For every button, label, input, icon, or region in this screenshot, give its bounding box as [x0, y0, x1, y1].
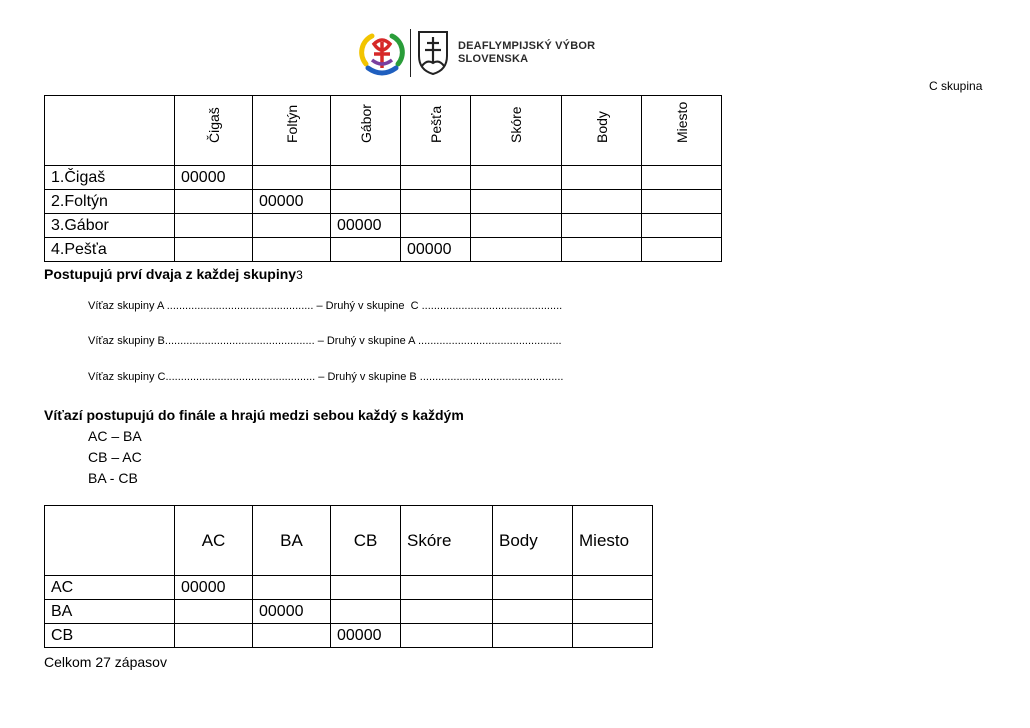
table-row: [45, 624, 653, 648]
organization-name: [458, 40, 595, 66]
table-cell: [253, 166, 331, 190]
winner-line: Víťaz skupiny A ................................................ – Druhý v skupine C ..............................................: [88, 300, 563, 312]
advance-note-text: Postupujú prví dvaja z každej skupiny: [44, 266, 297, 282]
group-results-table: [44, 95, 722, 262]
column-header-label: Pešťa: [427, 105, 444, 143]
table-cell: [253, 214, 331, 238]
table-cell: 00000: [175, 576, 253, 600]
table-row: [45, 600, 653, 624]
table-cell: [331, 166, 401, 190]
table-cell: [642, 166, 722, 190]
table-row: [45, 166, 722, 190]
table-cell: [175, 600, 253, 624]
table-cell: [401, 576, 493, 600]
table-cell: [493, 624, 573, 648]
final-match: AC – BA: [88, 428, 142, 444]
organization-name-line2: SLOVENSKA: [458, 53, 529, 65]
table-cell: [401, 600, 493, 624]
corner-cell: [45, 506, 175, 576]
table-cell: [253, 238, 331, 262]
table-cell: [331, 600, 401, 624]
table-cell: [331, 238, 401, 262]
table-cell: [642, 238, 722, 262]
table-row: [45, 190, 722, 214]
column-header: [471, 96, 562, 166]
row-label: 3.Gábor: [45, 214, 175, 238]
column-header-label: Gábor: [357, 104, 374, 143]
column-header: Miesto: [573, 506, 653, 576]
table-cell: [642, 190, 722, 214]
column-header: [642, 96, 722, 166]
table-cell: [175, 214, 253, 238]
final-match: BA - CB: [88, 470, 138, 486]
table-cell: 00000: [253, 190, 331, 214]
logo-divider: [410, 29, 411, 77]
row-label: CB: [45, 624, 175, 648]
table-cell: [175, 624, 253, 648]
column-header-label: Foltýn: [283, 104, 300, 143]
table-header-row: [45, 506, 653, 576]
winner-line: Víťaz skupiny B................................................. – Druhý v skupine A ...............................................: [88, 335, 562, 347]
table-cell: 00000: [253, 600, 331, 624]
table-cell: [562, 214, 642, 238]
advance-note-suffix: 3: [296, 268, 303, 282]
column-header: BA: [253, 506, 331, 576]
table-cell: 00000: [401, 238, 471, 262]
table-cell: [471, 166, 562, 190]
final-results-table: [44, 505, 653, 648]
table-cell: [175, 190, 253, 214]
table-row: [45, 576, 653, 600]
row-label: 4.Pešťa: [45, 238, 175, 262]
table-cell: [175, 238, 253, 262]
column-header: [562, 96, 642, 166]
table-cell: [471, 190, 562, 214]
table-cell: [642, 214, 722, 238]
column-header: Skóre: [401, 506, 493, 576]
winner-line: Víťaz skupiny C................................................. – Druhý v skupine B ...............................................: [88, 371, 564, 383]
column-header: Body: [493, 506, 573, 576]
table-cell: [253, 576, 331, 600]
table-cell: [331, 576, 401, 600]
column-header-label: Skóre: [508, 106, 524, 143]
column-header: [401, 96, 471, 166]
table-cell: [573, 624, 653, 648]
table-cell: [493, 576, 573, 600]
table-header-row: [45, 96, 722, 166]
table-cell: [253, 624, 331, 648]
table-row: [45, 214, 722, 238]
table-cell: [471, 238, 562, 262]
table-cell: [562, 238, 642, 262]
deaflympics-emblem-icon: [358, 28, 406, 78]
slovak-crest-icon: [417, 30, 449, 76]
table-cell: 00000: [331, 624, 401, 648]
column-header-label: Body: [593, 111, 610, 143]
advance-note: [44, 266, 303, 282]
table-cell: 00000: [331, 214, 401, 238]
table-cell: [573, 576, 653, 600]
column-header: [253, 96, 331, 166]
final-note: Víťazí postupujú do finále a hrajú medzi sebou každý s každým: [44, 407, 464, 423]
table-cell: [573, 600, 653, 624]
table-row: [45, 238, 722, 262]
table-cell: [331, 190, 401, 214]
table-cell: [493, 600, 573, 624]
deaflympic-committee-logo: [358, 28, 595, 78]
column-header: [331, 96, 401, 166]
corner-cell: [45, 96, 175, 166]
column-header-label: Miesto: [673, 101, 690, 143]
final-match: CB – AC: [88, 449, 142, 465]
group-label: C skupina: [929, 79, 983, 93]
table-cell: [401, 624, 493, 648]
column-header-label: Čigaš: [205, 107, 222, 143]
table-cell: [401, 190, 471, 214]
row-label: AC: [45, 576, 175, 600]
table-cell: 00000: [175, 166, 253, 190]
total-matches: Celkom 27 zápasov: [44, 654, 167, 670]
table-cell: [401, 214, 471, 238]
column-header: [175, 96, 253, 166]
column-header: CB: [331, 506, 401, 576]
table-cell: [471, 214, 562, 238]
table-cell: [562, 190, 642, 214]
organization-name-line1: DEAFLYMPIJSKÝ VÝBOR: [458, 40, 596, 52]
table-cell: [562, 166, 642, 190]
table-cell: [401, 166, 471, 190]
column-header: AC: [175, 506, 253, 576]
row-label: 2.Foltýn: [45, 190, 175, 214]
row-label: BA: [45, 600, 175, 624]
row-label: 1.Čigaš: [45, 166, 175, 190]
